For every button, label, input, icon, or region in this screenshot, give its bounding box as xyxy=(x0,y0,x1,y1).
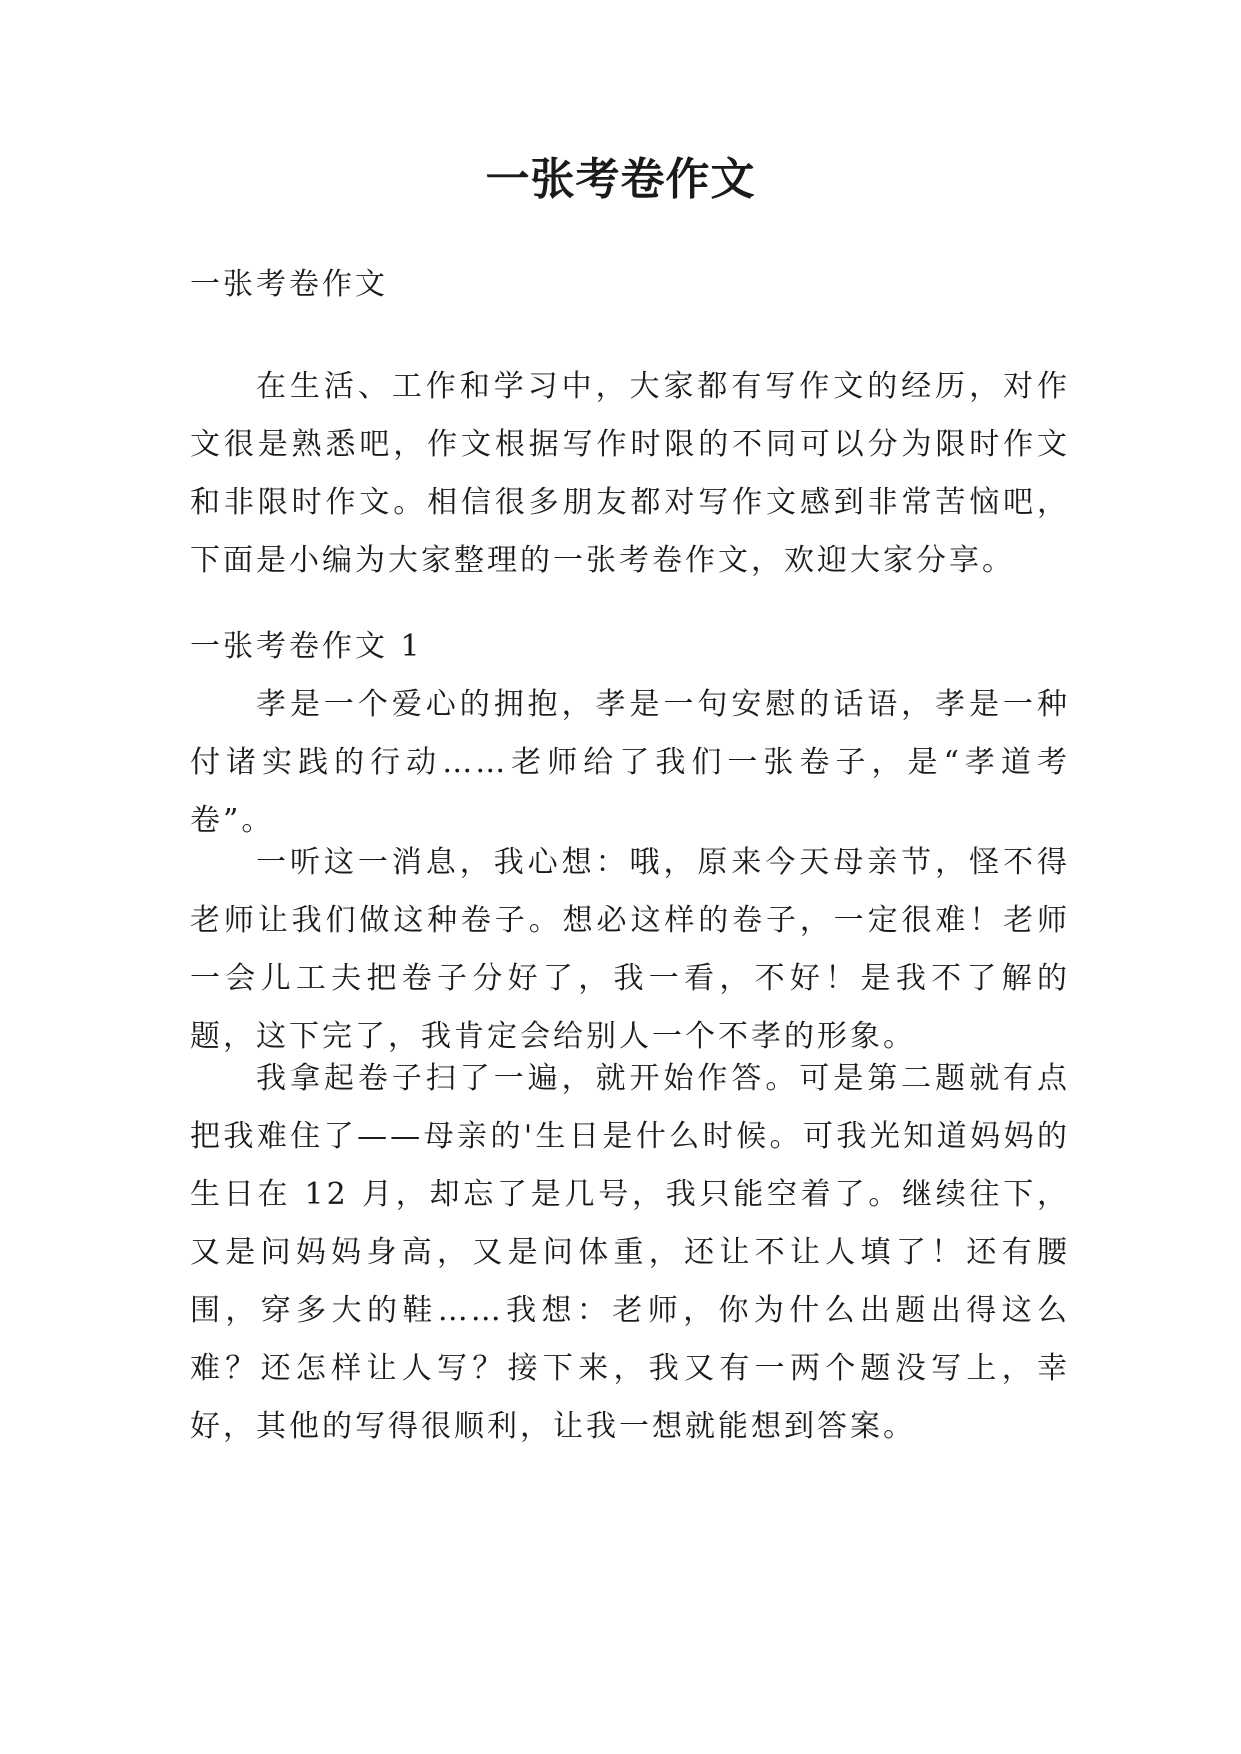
document-subtitle: 一张考卷作文 xyxy=(190,267,388,302)
section-heading: 一张考卷作文 1 xyxy=(190,629,423,664)
body-paragraph-3: 我拿起卷子扫了一遍，就开始作答。可是第二题就有点把我难住了——母亲的'生日是什么时候。可我光知道妈妈的生日在 12 月，却忘了是几号，我只能空着了。继续往下，又是问妈妈身高，又是问体重，还让不让人填了！还有腰围，穿多大的鞋……我想：老师，你为什么出题出得这么难？还怎样让人写？接下来，我又有一两个题没写上，幸好，其他的写得很顺利，让我一想就能想到答案。 xyxy=(190,1061,1070,1444)
document-title: 一张考卷作文 xyxy=(485,154,756,205)
intro-paragraph: 在生活、工作和学习中，大家都有写作文的经历，对作文很是熟悉吧，作文根据写作时限的不同可以分为限时作文和非限时作文。相信很多朋友都对写作文感到非常苦恼吧，下面是小编为大家整理的一张考卷作文，欢迎大家分享。 xyxy=(190,369,1070,578)
body-paragraph-1: 孝是一个爱心的拥抱，孝是一句安慰的话语，孝是一种付诸实践的行动……老师给了我们一张卷子，是“孝道考卷”。 xyxy=(190,687,1070,838)
body-paragraph-2: 一听这一消息，我心想：哦，原来今天母亲节，怪不得老师让我们做这种卷子。想必这样的卷子，一定很难！老师一会儿工夫把卷子分好了，我一看，不好！是我不了解的题，这下完了，我肯定会给别人一个不孝的形象。 xyxy=(190,845,1070,1054)
